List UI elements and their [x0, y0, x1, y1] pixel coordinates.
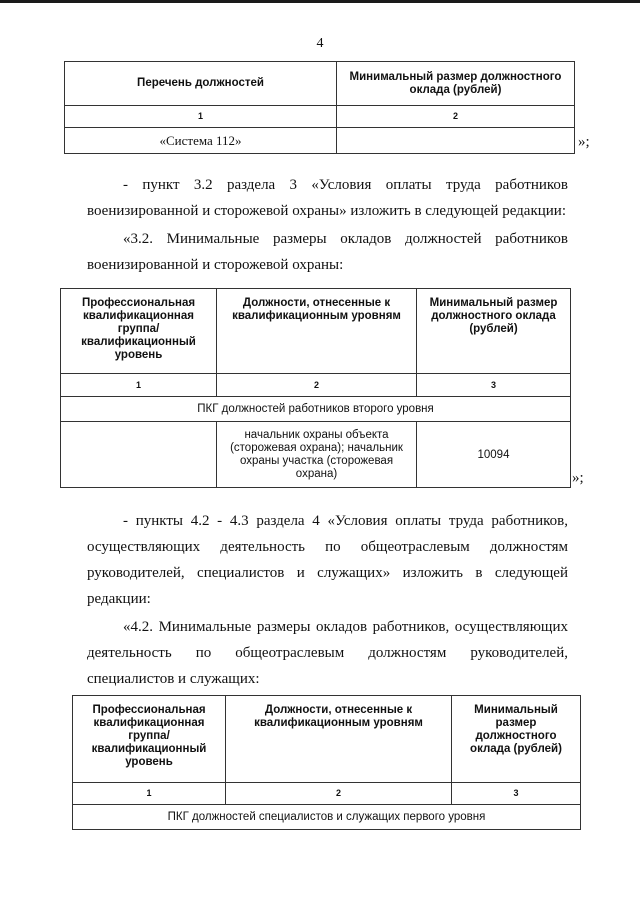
salary-cell: 10094	[417, 422, 571, 488]
table-header-cell: Должности, отнесенные к квалификационным уровням	[217, 289, 417, 374]
table-header-cell: Минимальный размер должностного оклада (рублей)	[452, 696, 581, 783]
column-number: 2	[217, 374, 417, 397]
page-number: 4	[316, 36, 324, 51]
table-header-cell: Должности, отнесенные к квалификационным уровням	[226, 696, 452, 783]
table-header-cell: Минимальный размер должностного оклада (рублей)	[337, 62, 575, 106]
level-cell	[61, 422, 217, 488]
positions-table-3	[72, 695, 581, 830]
table-number-row	[73, 783, 581, 805]
table-number-row	[65, 106, 575, 128]
column-number: 1	[65, 106, 337, 128]
group-title-cell: ПКГ должностей работников второго уровня	[61, 397, 571, 422]
table-header-cell: Профессиональная квалификационная группа/ квалификационный уровень	[61, 289, 217, 374]
table-header-cell: Перечень должностей	[65, 62, 337, 106]
table-header-row	[61, 289, 571, 374]
column-number: 2	[337, 106, 575, 128]
column-number: 3	[417, 374, 571, 397]
table-group-row	[73, 805, 581, 830]
table-row	[61, 422, 571, 488]
salary-cell	[337, 128, 575, 154]
scan-top-border	[0, 0, 640, 3]
table-row	[65, 128, 575, 154]
table-group-row	[61, 397, 571, 422]
column-number: 2	[226, 783, 452, 805]
positions-table-2	[60, 288, 571, 488]
column-number: 3	[452, 783, 581, 805]
column-number: 1	[61, 374, 217, 397]
closing-quote: »;	[572, 470, 584, 486]
position-cell: начальник охраны объекта (сторожевая охрана); начальник охраны участка (сторожевая охрана)	[217, 422, 417, 488]
paragraph-section-4-2: «4.2. Минимальные размеры окладов работников, осуществляющих деятельность по общеотраслевым должностям руководителей, специалистов и служащих:	[87, 619, 568, 687]
table-header-row	[65, 62, 575, 106]
group-title-cell: ПКГ должностей специалистов и служащих первого уровня	[73, 805, 581, 830]
position-cell: «Система 112»	[65, 128, 337, 154]
paragraph-amend-3-2: - пункт 3.2 раздела 3 «Условия оплаты труда работников военизированной и сторожевой охраны» изложить в следующей редакции:	[87, 177, 568, 219]
table-header-row	[73, 696, 581, 783]
table-header-cell: Профессиональная квалификационная группа/ квалификационный уровень	[73, 696, 226, 783]
table-number-row	[61, 374, 571, 397]
column-number: 1	[73, 783, 226, 805]
table-header-cell: Минимальный размер должностного оклада (рублей)	[417, 289, 571, 374]
paragraph-amend-4-2: - пункты 4.2 - 4.3 раздела 4 «Условия оплаты труда работников, осуществляющих деятельность по общеотраслевым должностям руководителей, специалистов и служащих» изложить в следующей редакции:	[87, 513, 568, 607]
paragraph-section-3-2: «3.2. Минимальные размеры окладов должностей работников военизированной и сторожевой охраны:	[87, 231, 568, 273]
closing-quote: »;	[578, 134, 590, 150]
positions-table-1	[64, 61, 575, 154]
